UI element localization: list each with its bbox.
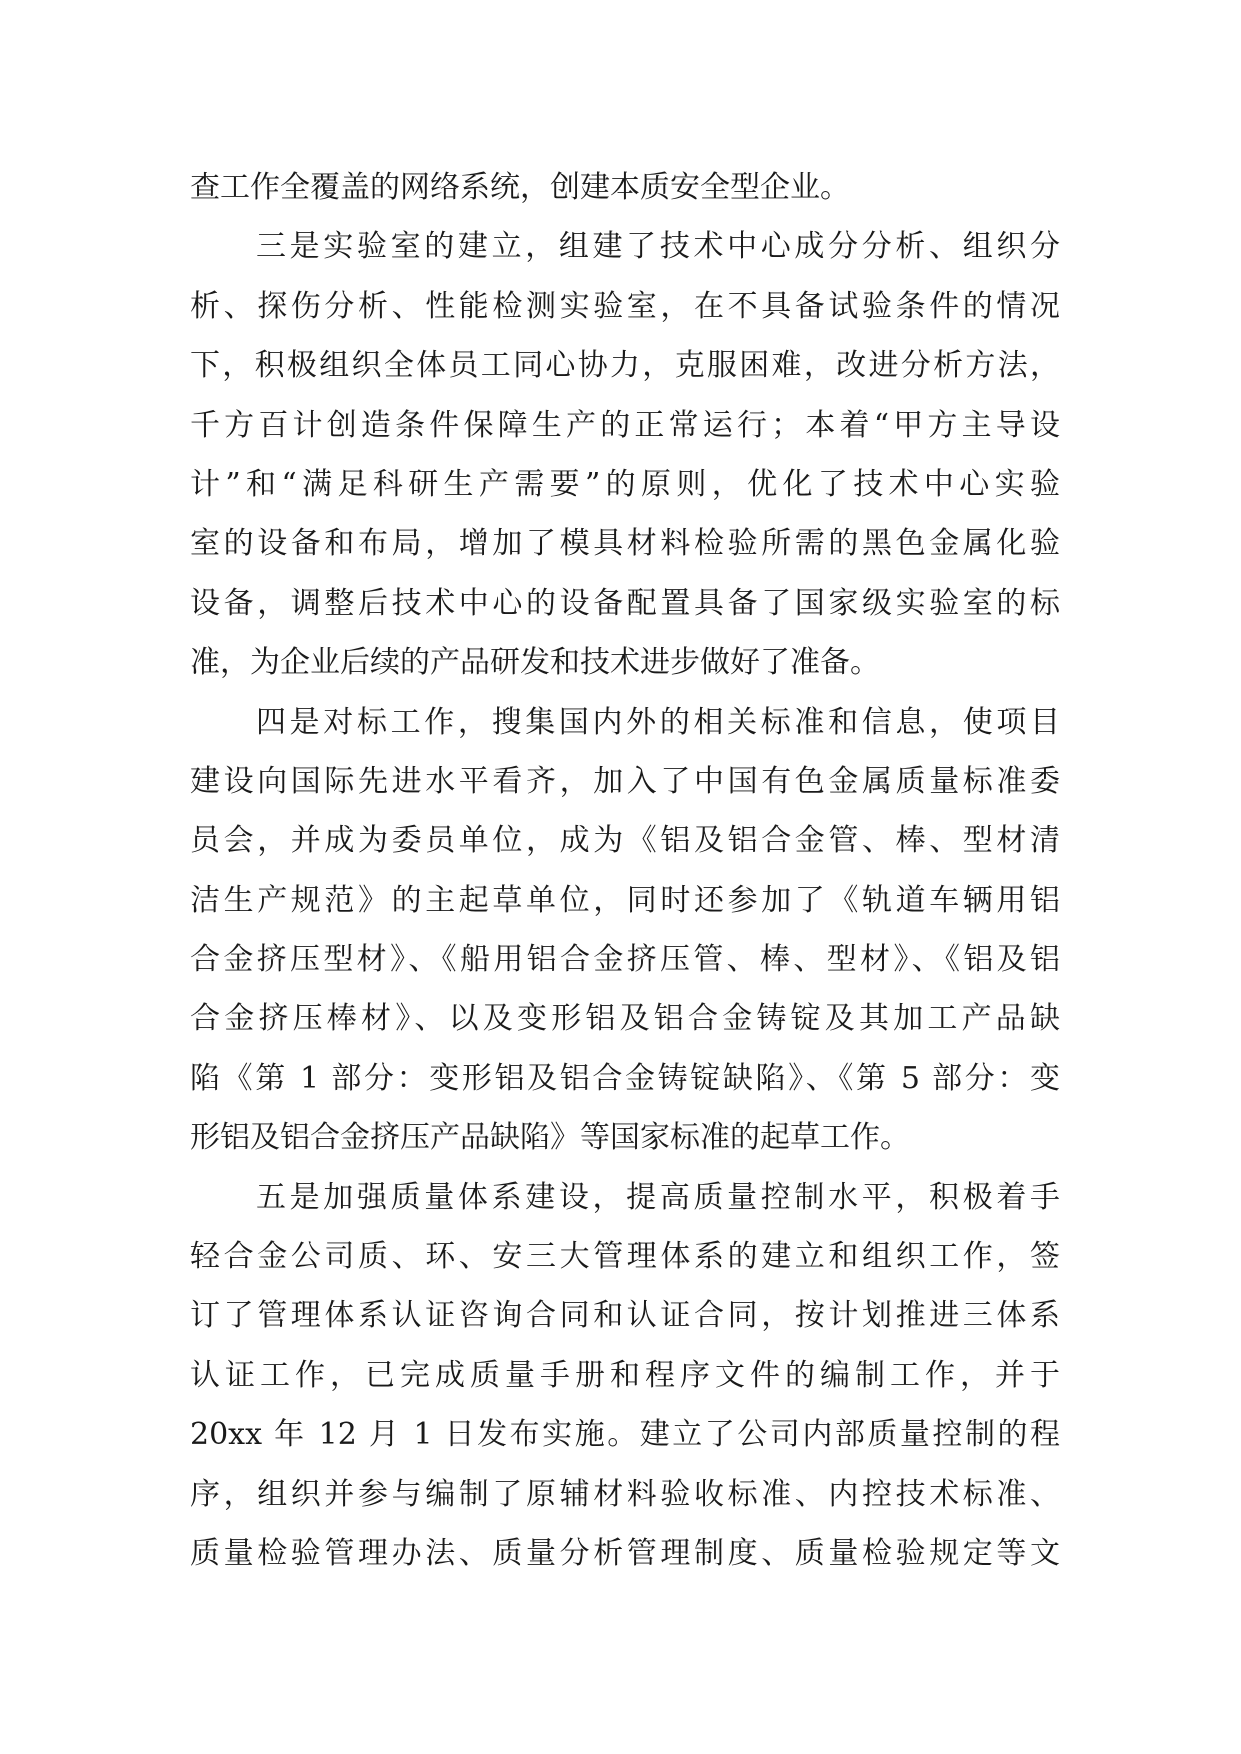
text-line: 合金挤压型材》、《船用铝合金挤压管、棒、型材》、《铝及铝 [190, 942, 1060, 978]
text-line: 质量检验管理办法、质量分析管理制度、质量检验规定等文 [190, 1535, 1060, 1571]
text-line: 设备，调整后技术中心的设备配置具备了国家级实验室的标 [190, 585, 1060, 621]
text-line: 三是实验室的建立，组建了技术中心成分分析、组织分 [256, 229, 1060, 265]
text-line: 序，组织并参与编制了原辅材料验收标准、内控技术标准、 [190, 1476, 1060, 1512]
paragraph-quality-system [190, 1168, 1060, 1584]
text-line: 陷《第 1 部分：变形铝及铝合金铸锭缺陷》、《第 5 部分：变 [190, 1060, 1060, 1096]
text-line: 准，为企业后续的产品研发和技术进步做好了准备。 [190, 645, 880, 681]
text-line: 洁生产规范》的主起草单位，同时还参加了《轨道车辆用铝 [190, 882, 1060, 918]
paragraph-benchmarking [190, 693, 1060, 1168]
text-line: 订了管理体系认证咨询合同和认证合同，按计划推进三体系 [190, 1298, 1060, 1334]
text-line: 千方百计创造条件保障生产的正常运行；本着“甲方主导设 [190, 407, 1060, 443]
text-line: 四是对标工作，搜集国内外的相关标准和信息，使项目 [256, 704, 1060, 740]
text-line: 20xx 年 12 月 1 日发布实施。建立了公司内部质量控制的程 [190, 1417, 1060, 1453]
text-line: 析、探伤分析、性能检测实验室，在不具备试验条件的情况 [190, 288, 1060, 324]
paragraph-continuation [190, 158, 1060, 217]
text-line: 计”和“满足科研生产需要”的原则，优化了技术中心实验 [190, 466, 1060, 502]
text-line: 员会，并成为委员单位，成为《铝及铝合金管、棒、型材清 [190, 823, 1060, 859]
paragraph-laboratory [190, 217, 1060, 692]
text-line: 五是加强质量体系建设，提高质量控制水平，积极着手 [256, 1179, 1060, 1215]
text-line: 形铝及铝合金挤压产品缺陷》等国家标准的起草工作。 [190, 1120, 910, 1156]
text-line: 合金挤压棒材》、以及变形铝及铝合金铸锭及其加工产品缺 [190, 1001, 1060, 1037]
text-line: 轻合金公司质、环、安三大管理体系的建立和组织工作，签 [190, 1239, 1060, 1275]
document-body [190, 158, 1060, 1583]
text-line: 建设向国际先进水平看齐，加入了中国有色金属质量标准委 [190, 763, 1060, 799]
text-line: 查工作全覆盖的网络系统，创建本质安全型企业。 [190, 170, 850, 205]
text-line: 室的设备和布局，增加了模具材料检验所需的黑色金属化验 [190, 526, 1060, 562]
text-line: 下，积极组织全体员工同心协力，克服困难，改进分析方法， [190, 348, 1060, 384]
text-line: 认证工作，已完成质量手册和程序文件的编制工作，并于 [190, 1357, 1060, 1393]
